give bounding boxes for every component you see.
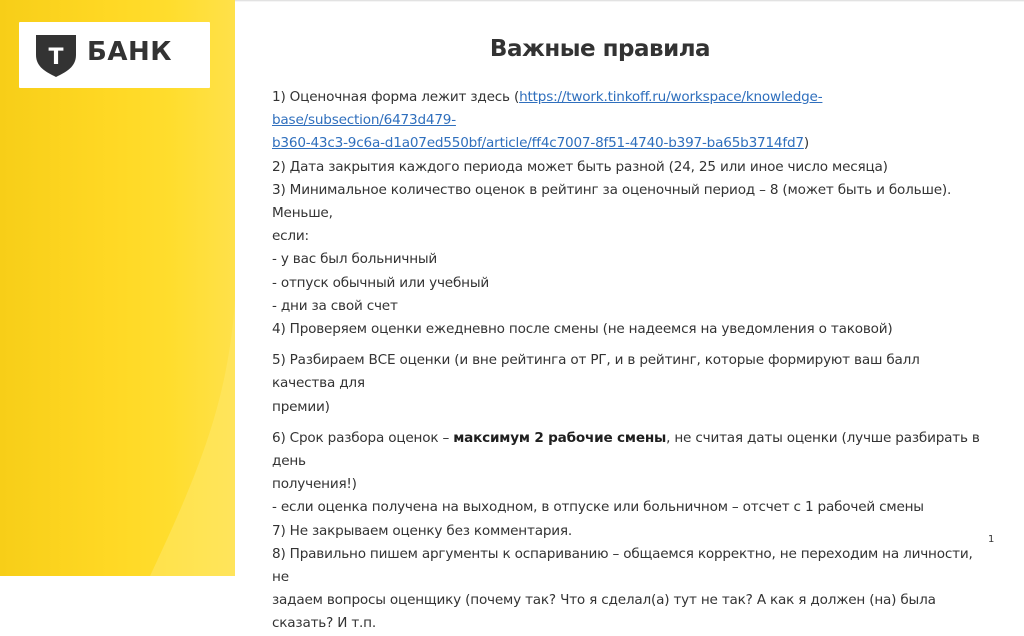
rule-3-cont: если: (272, 228, 309, 245)
rule-6-note: - если оценка получена на выходном, в отпуске или больничном – отсчет с 1 рабочей смены (272, 499, 924, 516)
rule-5-cont: премии) (272, 398, 330, 415)
knowledge-base-link-cont[interactable]: b360-43c3-9c6a-d1a07ed550bf/article/ff4c7007-8f51-4740-b397-ba65b3714fd7 (272, 135, 804, 152)
shield-logo-icon (36, 35, 76, 77)
rule-6-cont: получения!) (272, 476, 357, 493)
rule-3-item-vacation: - отпуск обычный или учебный (272, 274, 489, 291)
rule-3-item-sick: - у вас был больничный (272, 251, 438, 268)
rule-1-prefix: 1) Оценочная форма лежит здесь ( (272, 89, 520, 105)
rule-3: 3) Минимальное количество оценок в рейтинг за оценочный период – 8 (может быть и больше). Меньше, (272, 181, 952, 222)
rule-8-cont: задаем вопросы оценщику (почему так? Что я сделал(а) тут не так? А как я должен (на) была сказать? И т.п. (272, 592, 936, 632)
rule-7: 7) Не закрываем оценку без комментария. (272, 522, 572, 539)
rule-1 (272, 86, 982, 132)
shield-letter: Т (48, 45, 64, 70)
rule-8: 8) Правильно пишем аргументы к оспариванию – общаемся корректно, не переходим на личности, не (272, 545, 973, 586)
knowledge-base-link[interactable]: https://twork.tinkoff.ru/workspace/knowledge-base/subsection/6473d479- (272, 89, 823, 129)
rule-6-prefix: 6) Срок разбора оценок – (272, 429, 454, 446)
page-number: 1 (988, 534, 995, 545)
rule-6-deadline: максимум 2 рабочие смены (453, 429, 667, 446)
rules-list (272, 86, 982, 636)
rule-6 (272, 427, 982, 473)
brand-name: БАНК (87, 37, 172, 67)
rule-4: 4) Проверяем оценки ежедневно после смены (не надеемся на уведомления о таковой) (272, 321, 893, 338)
brand-logo (19, 22, 210, 88)
rule-6-suffix: , не считая даты оценки (лучше разбирать в день (272, 429, 980, 470)
rule-1-cont (272, 132, 982, 155)
rule-5: 5) Разбираем ВСЕ оценки (и вне рейтинга от РГ, и в рейтинг, которые формируют ваш балл качества для (272, 352, 920, 392)
page-title: Важные правила (489, 36, 711, 62)
rule-1-suffix: ) (803, 135, 809, 152)
rule-3-item-unpaid: - дни за свой счет (272, 297, 398, 314)
rule-2: 2) Дата закрытия каждого периода может быть разной (24, 25 или иное число месяца) (272, 158, 888, 175)
